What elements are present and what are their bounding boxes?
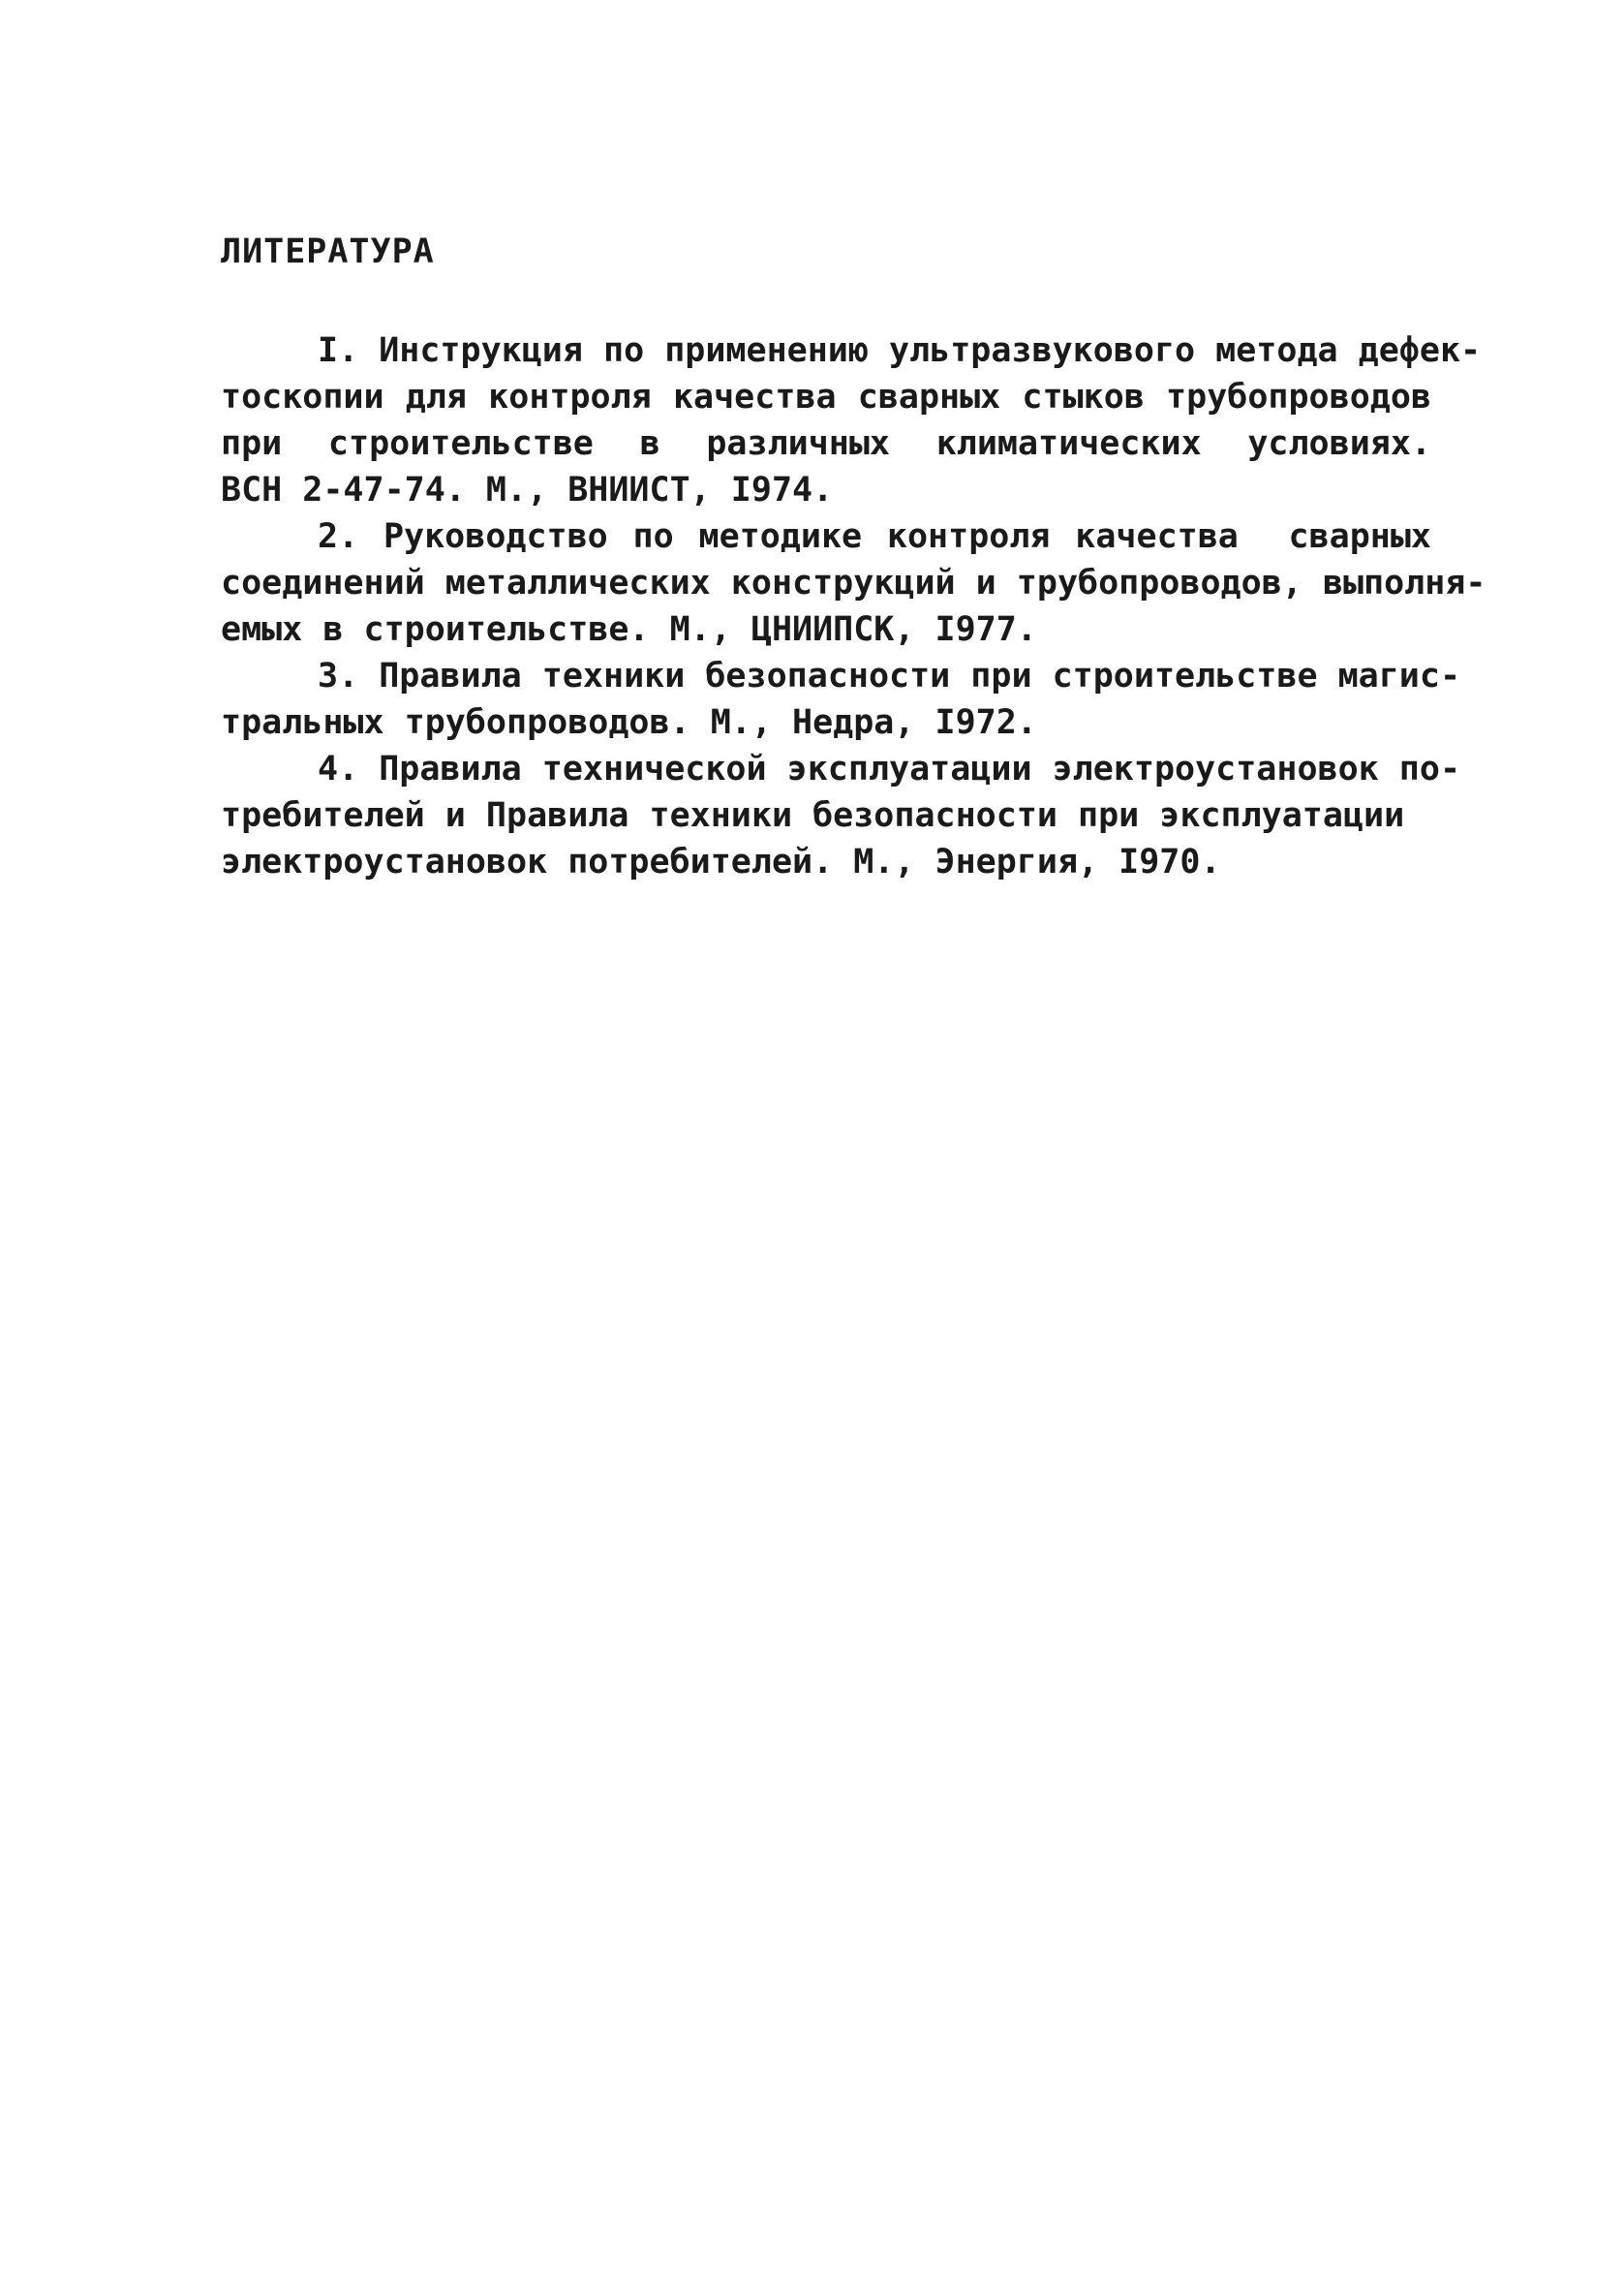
reference-line: электроустановок потребителей. М., Энергия, I970. bbox=[221, 843, 1221, 881]
reference-item bbox=[221, 513, 1486, 653]
reference-line: соединений металлических конструкций и трубопроводов, выполня- bbox=[221, 564, 1486, 603]
section-heading: ЛИТЕРАТУРА bbox=[221, 232, 435, 271]
reference-line: емых в строительстве. М., ЦНИИПСК, I977. bbox=[221, 610, 1037, 649]
reference-line: требителей и Правила техники безопасности при эксплуатации bbox=[221, 796, 1405, 835]
reference-list bbox=[221, 327, 1486, 885]
reference-line: ВСН 2-47-74. М., ВНИИСТ, I974. bbox=[221, 471, 834, 510]
reference-line: 2. Руководство по методике контроля качества сварных bbox=[318, 517, 1431, 556]
reference-line: тоскопии для контроля качества сварных стыков трубопроводов bbox=[221, 378, 1431, 417]
reference-line: I. Инструкция по применению ультразвукового метода дефек- bbox=[318, 331, 1482, 370]
reference-item bbox=[221, 746, 1461, 885]
reference-line: тральных трубопроводов. М., Недра, I972. bbox=[221, 703, 1037, 742]
reference-item bbox=[221, 327, 1482, 513]
reference-line: 3. Правила техники безопасности при строительстве магис- bbox=[318, 657, 1461, 696]
reference-line: 4. Правила технической эксплуатации электроустановок по- bbox=[318, 750, 1461, 788]
reference-line: при строительстве в различных климатических условиях. bbox=[221, 424, 1431, 463]
reference-item bbox=[221, 653, 1461, 746]
